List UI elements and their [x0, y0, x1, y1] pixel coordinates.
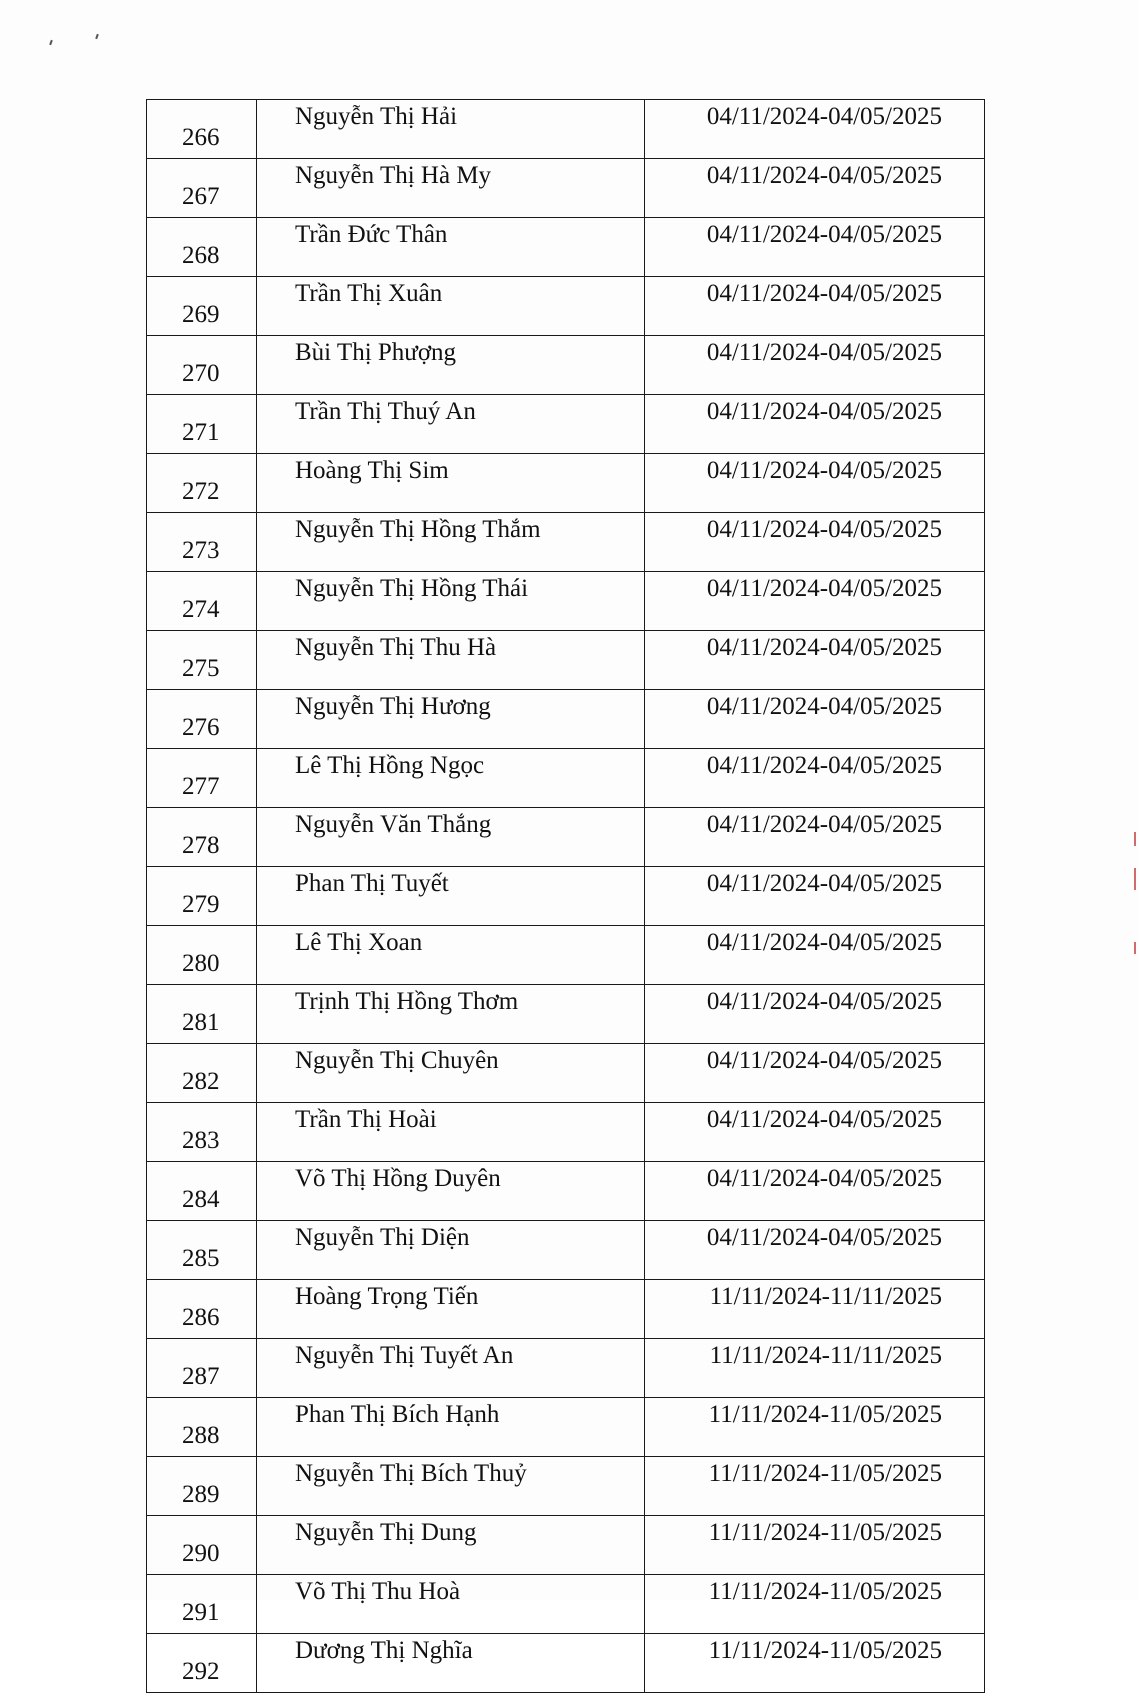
table-row	[147, 1398, 985, 1457]
row-number: 291	[147, 1575, 257, 1634]
row-number: 281	[147, 985, 257, 1044]
table-row	[147, 690, 985, 749]
row-number: 283	[147, 1103, 257, 1162]
employee-name: Nguyễn Thị Thu Hà	[257, 631, 645, 690]
employee-name: Lê Thị Hồng Ngọc	[257, 749, 645, 808]
table-row	[147, 1162, 985, 1221]
employee-name: Phan Thị Bích Hạnh	[257, 1398, 645, 1457]
row-number: 279	[147, 867, 257, 926]
employee-name: Lê Thị Xoan	[257, 926, 645, 985]
row-number: 270	[147, 336, 257, 395]
date-period: 11/11/2024-11/11/2025	[645, 1280, 985, 1339]
date-period: 11/11/2024-11/05/2025	[645, 1634, 985, 1693]
table-row	[147, 1280, 985, 1339]
employee-name: Võ Thị Thu Hoà	[257, 1575, 645, 1634]
table-row	[147, 336, 985, 395]
row-number: 286	[147, 1280, 257, 1339]
row-number: 289	[147, 1457, 257, 1516]
table-row	[147, 1634, 985, 1693]
row-number: 285	[147, 1221, 257, 1280]
date-period: 04/11/2024-04/05/2025	[645, 690, 985, 749]
employee-name: Nguyễn Thị Hà My	[257, 159, 645, 218]
employee-name: Trần Thị Xuân	[257, 277, 645, 336]
date-period: 11/11/2024-11/05/2025	[645, 1398, 985, 1457]
row-number: 276	[147, 690, 257, 749]
table-row	[147, 1103, 985, 1162]
table-row	[147, 277, 985, 336]
date-period: 04/11/2024-04/05/2025	[645, 513, 985, 572]
employee-name: Hoàng Thị Sim	[257, 454, 645, 513]
table-row	[147, 513, 985, 572]
table-row	[147, 159, 985, 218]
table-row	[147, 572, 985, 631]
employee-name: Nguyễn Thị Diện	[257, 1221, 645, 1280]
table-row	[147, 1516, 985, 1575]
employee-name: Bùi Thị Phượng	[257, 336, 645, 395]
employee-name: Nguyễn Thị Bích Thuỷ	[257, 1457, 645, 1516]
row-number: 284	[147, 1162, 257, 1221]
employee-name: Nguyễn Thị Chuyên	[257, 1044, 645, 1103]
row-number: 278	[147, 808, 257, 867]
date-period: 04/11/2024-04/05/2025	[645, 277, 985, 336]
table-row	[147, 218, 985, 277]
employee-name: Nguyễn Thị Hồng Thắm	[257, 513, 645, 572]
date-period: 04/11/2024-04/05/2025	[645, 985, 985, 1044]
employee-name: Nguyễn Văn Thắng	[257, 808, 645, 867]
table-row	[147, 1044, 985, 1103]
date-period: 04/11/2024-04/05/2025	[645, 1221, 985, 1280]
scan-speck	[49, 40, 53, 45]
employee-name: Nguyễn Thị Hồng Thái	[257, 572, 645, 631]
employee-name: Trần Đức Thân	[257, 218, 645, 277]
row-number: 282	[147, 1044, 257, 1103]
table-row	[147, 1221, 985, 1280]
date-period: 04/11/2024-04/05/2025	[645, 218, 985, 277]
table-row	[147, 808, 985, 867]
employee-name: Trần Thị Thuý An	[257, 395, 645, 454]
row-number: 275	[147, 631, 257, 690]
date-period: 04/11/2024-04/05/2025	[645, 808, 985, 867]
date-period: 04/11/2024-04/05/2025	[645, 867, 985, 926]
row-number: 266	[147, 100, 257, 159]
table-row	[147, 1575, 985, 1634]
date-period: 11/11/2024-11/11/2025	[645, 1339, 985, 1398]
table-row	[147, 749, 985, 808]
employee-table	[146, 99, 985, 1693]
employee-name: Nguyễn Thị Dung	[257, 1516, 645, 1575]
employee-name: Trần Thị Hoài	[257, 1103, 645, 1162]
row-number: 292	[147, 1634, 257, 1693]
table-row	[147, 454, 985, 513]
date-period: 04/11/2024-04/05/2025	[645, 572, 985, 631]
row-number: 280	[147, 926, 257, 985]
date-period: 04/11/2024-04/05/2025	[645, 1162, 985, 1221]
row-number: 269	[147, 277, 257, 336]
date-period: 04/11/2024-04/05/2025	[645, 100, 985, 159]
table-row	[147, 1339, 985, 1398]
employee-name: Võ Thị Hồng Duyên	[257, 1162, 645, 1221]
date-period: 04/11/2024-04/05/2025	[645, 749, 985, 808]
date-period: 11/11/2024-11/05/2025	[645, 1457, 985, 1516]
scan-edge-mark	[1134, 868, 1136, 890]
employee-name: Hoàng Trọng Tiến	[257, 1280, 645, 1339]
row-number: 290	[147, 1516, 257, 1575]
employee-name: Nguyễn Thị Hương	[257, 690, 645, 749]
employee-name: Phan Thị Tuyết	[257, 867, 645, 926]
scan-edge-mark	[1134, 942, 1136, 954]
table-row	[147, 1457, 985, 1516]
employee-name: Trịnh Thị Hồng Thơm	[257, 985, 645, 1044]
row-number: 268	[147, 218, 257, 277]
date-period: 04/11/2024-04/05/2025	[645, 1103, 985, 1162]
table-row	[147, 631, 985, 690]
scan-speck	[95, 34, 99, 39]
table-row	[147, 867, 985, 926]
row-number: 274	[147, 572, 257, 631]
row-number: 271	[147, 395, 257, 454]
employee-name: Nguyễn Thị Tuyết An	[257, 1339, 645, 1398]
table-row	[147, 395, 985, 454]
table-row	[147, 985, 985, 1044]
scan-edge-mark	[1134, 832, 1136, 846]
employee-name: Dương Thị Nghĩa	[257, 1634, 645, 1693]
date-period: 04/11/2024-04/05/2025	[645, 454, 985, 513]
row-number: 273	[147, 513, 257, 572]
date-period: 11/11/2024-11/05/2025	[645, 1516, 985, 1575]
row-number: 267	[147, 159, 257, 218]
date-period: 04/11/2024-04/05/2025	[645, 395, 985, 454]
employee-name: Nguyễn Thị Hải	[257, 100, 645, 159]
date-period: 04/11/2024-04/05/2025	[645, 159, 985, 218]
row-number: 277	[147, 749, 257, 808]
date-period: 04/11/2024-04/05/2025	[645, 631, 985, 690]
row-number: 272	[147, 454, 257, 513]
table-row	[147, 926, 985, 985]
row-number: 287	[147, 1339, 257, 1398]
table-body	[147, 100, 985, 1693]
date-period: 11/11/2024-11/05/2025	[645, 1575, 985, 1634]
date-period: 04/11/2024-04/05/2025	[645, 1044, 985, 1103]
table-row	[147, 100, 985, 159]
date-period: 04/11/2024-04/05/2025	[645, 336, 985, 395]
date-period: 04/11/2024-04/05/2025	[645, 926, 985, 985]
row-number: 288	[147, 1398, 257, 1457]
